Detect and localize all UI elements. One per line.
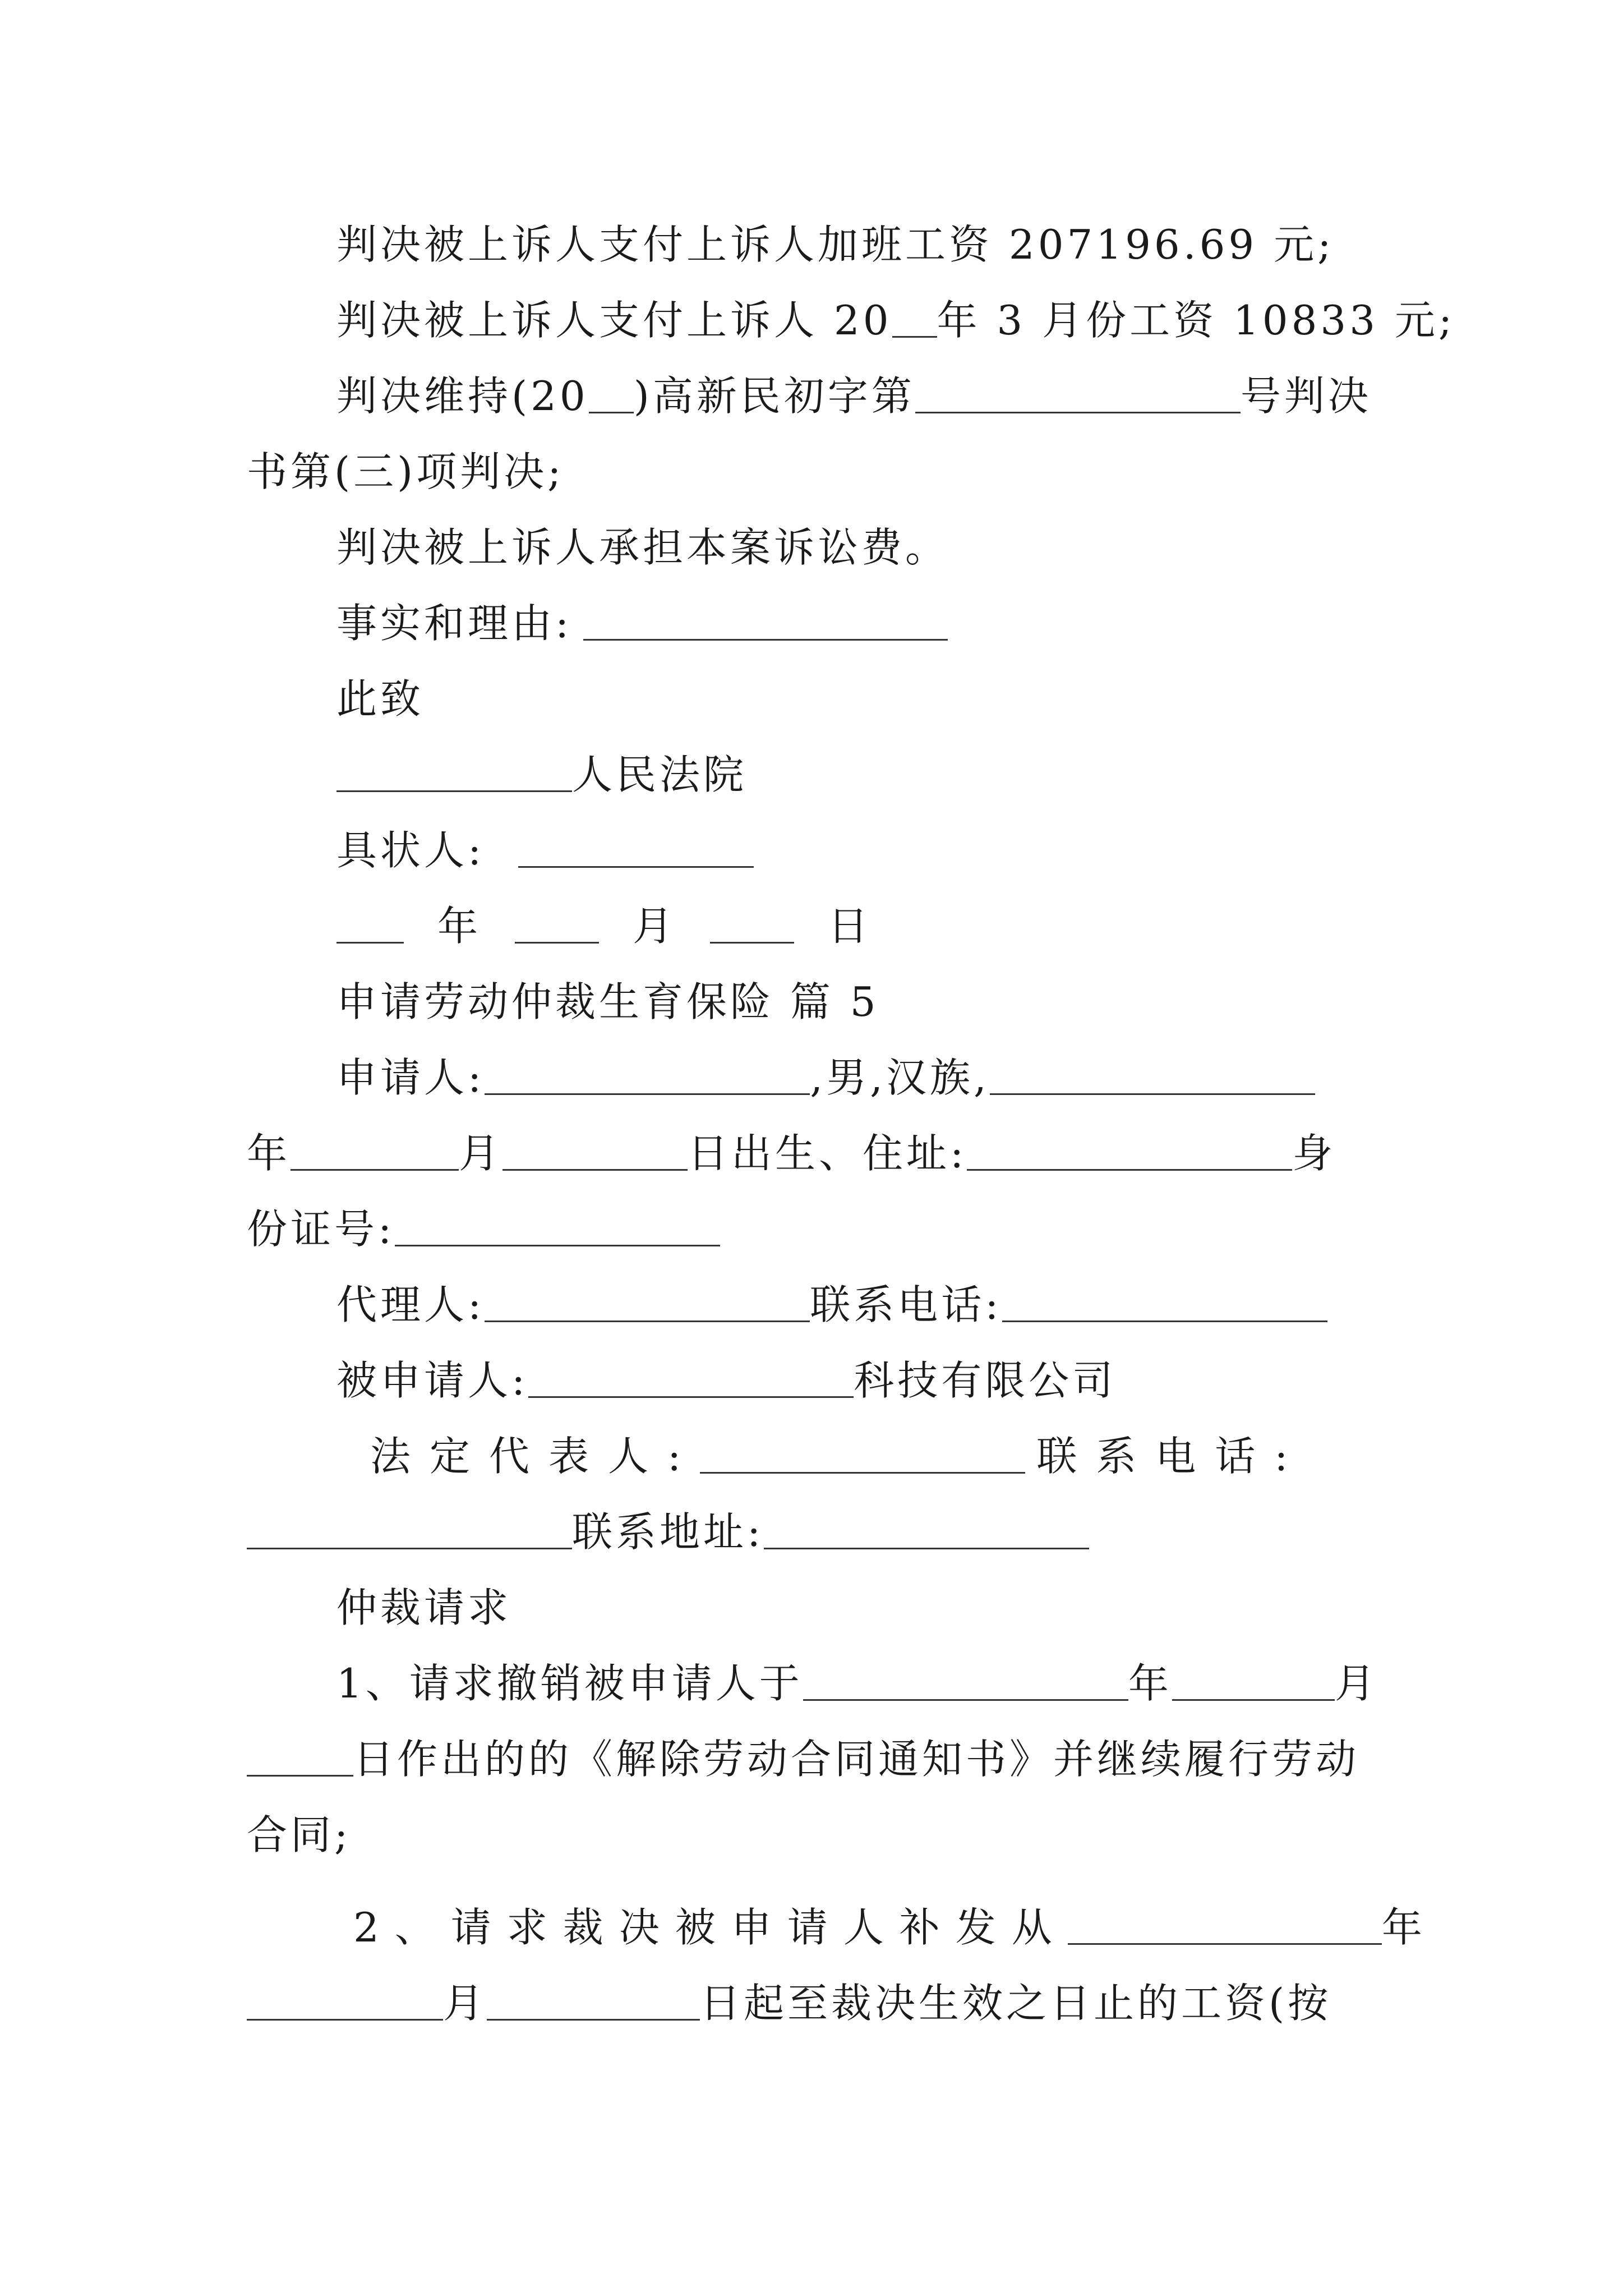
blank-line xyxy=(336,907,404,944)
text: 1、请求撤销被申请人于 xyxy=(336,1660,803,1707)
text: 日 xyxy=(828,903,872,950)
blank-line xyxy=(291,1134,459,1171)
text: 此致 xyxy=(336,675,425,723)
text-line xyxy=(336,1660,1378,1707)
blank-line xyxy=(1172,1664,1335,1701)
text: 号判决 xyxy=(1240,372,1372,420)
blank-line xyxy=(583,604,948,641)
text-line xyxy=(247,1736,1360,1783)
blank-line xyxy=(485,1286,810,1322)
blank-line xyxy=(967,1134,1292,1171)
text-line xyxy=(336,675,425,723)
blank-line xyxy=(336,756,572,792)
text-line xyxy=(370,1433,1307,1480)
blank-line xyxy=(710,907,794,944)
text: 合同; xyxy=(247,1811,352,1858)
blank-line xyxy=(915,377,1241,413)
text: 联系电话: xyxy=(1036,1433,1307,1480)
blank-line xyxy=(589,377,634,413)
text: 法定代表人: xyxy=(370,1433,700,1480)
text: 联系地址: xyxy=(572,1508,764,1556)
blank-line xyxy=(247,1984,443,2021)
text-line xyxy=(336,827,754,874)
blank-line xyxy=(528,1361,854,1398)
text: 事实和理由: xyxy=(336,600,573,647)
blank-line xyxy=(1002,1286,1327,1322)
text-line xyxy=(336,1054,1315,1101)
blank-line xyxy=(518,831,754,868)
text-line xyxy=(247,1508,1089,1556)
text: 身 xyxy=(1292,1130,1336,1177)
text: 代理人: xyxy=(336,1281,485,1328)
text: 仲裁请求 xyxy=(336,1584,512,1631)
text-line xyxy=(336,372,1372,420)
blank-line xyxy=(1068,1908,1382,1945)
text: 联系电话: xyxy=(810,1281,1002,1328)
blank-line xyxy=(764,1513,1089,1549)
section-heading xyxy=(336,978,879,1025)
text: 年 3 月份工资 10833 元; xyxy=(937,297,1456,344)
blank-line xyxy=(803,1664,1128,1701)
text: 申请人: xyxy=(336,1054,485,1101)
text: 申请劳动仲裁生育保险 篇 5 xyxy=(336,978,879,1025)
text-line xyxy=(336,524,949,571)
text: 书第(三)项判决; xyxy=(247,448,565,495)
text-line xyxy=(247,1130,1336,1177)
text-line xyxy=(336,1281,1327,1328)
text: 人民法院 xyxy=(572,751,748,798)
blank-line xyxy=(247,1740,353,1777)
text: 月 xyxy=(443,1980,487,2027)
blank-line xyxy=(892,301,937,338)
text: 年 xyxy=(247,1130,291,1177)
date-line xyxy=(336,903,872,950)
text-line xyxy=(353,1904,1438,1951)
text-line xyxy=(336,600,948,647)
text: 月 xyxy=(633,903,677,950)
text: )高新民初字第 xyxy=(633,372,915,420)
text: ,男,汉族, xyxy=(810,1054,990,1101)
text: 被申请人: xyxy=(336,1357,529,1404)
text: 日出生、住址: xyxy=(688,1130,967,1177)
text-line xyxy=(336,751,748,798)
text-line xyxy=(247,1811,352,1858)
blank-line xyxy=(990,1059,1315,1095)
text: 日作出的的《解除劳动合同通知书》并继续履行劳动 xyxy=(353,1736,1360,1783)
blank-line xyxy=(487,1984,700,2021)
text: 年 xyxy=(1381,1904,1438,1951)
text-line xyxy=(247,448,565,495)
text-line xyxy=(336,1357,1117,1404)
text: 具状人: xyxy=(336,827,485,874)
text: 年 xyxy=(437,903,482,950)
blank-line xyxy=(700,1437,1025,1474)
text: 月 xyxy=(459,1130,503,1177)
blank-line xyxy=(515,907,599,944)
text: 科技有限公司 xyxy=(854,1357,1117,1404)
blank-line xyxy=(395,1210,720,1246)
text: 判决维持(20 xyxy=(336,372,589,420)
blank-line xyxy=(502,1134,688,1171)
text-line xyxy=(247,1980,1332,2027)
text-line xyxy=(247,1205,720,1253)
blank-line xyxy=(247,1513,572,1549)
blank-line xyxy=(485,1059,810,1095)
text: 判决被上诉人支付上诉人加班工资 207196.69 元; xyxy=(336,221,1335,268)
text: 判决被上诉人支付上诉人 20 xyxy=(336,297,892,344)
text: 日起至裁决生效之日止的工资(按 xyxy=(700,1980,1332,2027)
text: 份证号: xyxy=(247,1205,395,1253)
text-line xyxy=(336,221,1335,268)
text: 月 xyxy=(1334,1660,1378,1707)
section-heading xyxy=(336,1584,512,1631)
text: 年 xyxy=(1128,1660,1172,1707)
text: 2、请求裁决被申请人补发从 xyxy=(353,1904,1068,1951)
text-line xyxy=(336,297,1456,344)
text: 判决被上诉人承担本案诉讼费。 xyxy=(336,524,949,571)
